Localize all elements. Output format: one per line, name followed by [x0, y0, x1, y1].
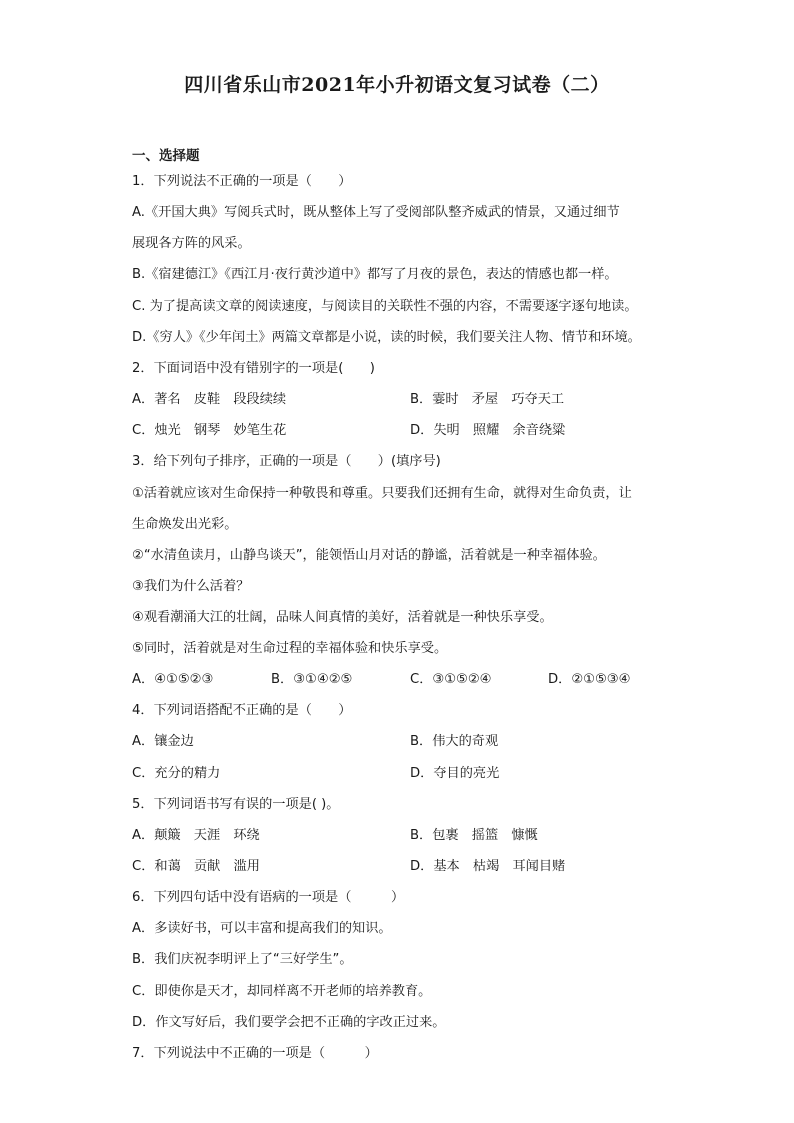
- question-3-option-c: C．③①⑤②④: [410, 672, 492, 687]
- question-3-sentence-1-cont: 生命焕发出光彩。: [132, 517, 238, 532]
- question-5-stem: 5．下列词语书写有误的一项是( )。: [132, 797, 340, 812]
- question-5-option-a: A．颠簸 天涯 环绕: [132, 828, 260, 843]
- question-3-sentence-4: ④观看潮涌大江的壮阔，品味人间真情的美好，活着就是一种快乐享受。: [132, 610, 553, 625]
- question-1-option-a-cont: 展现各方阵的风采。: [132, 236, 251, 251]
- question-4-option-b: B．伟大的奇观: [410, 734, 499, 749]
- question-6-option-b: B．我们庆祝李明评上了“三好学生”。: [132, 952, 353, 967]
- question-1-stem: 1．下列说法不正确的一项是（ ）: [132, 174, 352, 189]
- question-3-sentence-5: ⑤同时，活着就是对生命过程的幸福体验和快乐享受。: [132, 641, 448, 656]
- question-2-option-b: B．霎时 矛屋 巧夺天工: [410, 392, 565, 407]
- question-6-option-d: D．作文写好后，我们要学会把不正确的字改正过来。: [132, 1015, 446, 1030]
- question-4-stem: 4．下列词语搭配不正确的是（ ）: [132, 703, 352, 718]
- question-5-option-c: C．和蔼 贡献 滥用: [132, 859, 260, 874]
- question-6-option-c: C．即使你是天才，却同样离不开老师的培养教育。: [132, 984, 432, 999]
- question-2-option-d: D．失明 照耀 余音绕粱: [410, 423, 566, 438]
- question-5-option-b: B．包裹 摇篮 慷慨: [410, 828, 538, 843]
- question-6-stem: 6．下列四句话中没有语病的一项是（ ）: [132, 890, 405, 905]
- question-3-option-d: D．②①⑤③④: [548, 672, 631, 687]
- question-3-sentence-3: ③我们为什么活着？: [132, 579, 250, 594]
- question-1-option-a: A.《开国大典》写阅兵式时，既从整体上写了受阅部队整齐威武的情景，又通过细节: [132, 205, 620, 220]
- question-1-option-b: B.《宿建德江》《西江月·夜行黄沙道中》都写了月夜的景色，表达的情感也都一样。: [132, 267, 618, 282]
- question-7-stem: 7．下列说法中不正确的一项是（ ）: [132, 1046, 378, 1061]
- question-2-option-c: C．烛光 钢琴 妙笔生花: [132, 423, 287, 438]
- question-3-option-b: B．③①④②⑤: [271, 672, 353, 687]
- question-3-sentence-2: ②“水清鱼读月，山静鸟谈天”，能领悟山月对话的静谧，活着就是一种幸福体验。: [132, 548, 606, 563]
- question-4-option-a: A．镶金边: [132, 734, 194, 749]
- question-6-option-a: A．多读好书，可以丰富和提高我们的知识。: [132, 921, 392, 936]
- question-3-option-a: A．④①⑤②③: [132, 672, 214, 687]
- question-4-option-d: D．夺目的亮光: [410, 766, 500, 781]
- question-3-sentence-1: ①活着就应该对生命保持一种敬畏和尊重。只要我们还拥有生命，就得对生命负责，让: [132, 486, 632, 501]
- question-1-option-d: D.《穷人》《少年闰土》两篇文章都是小说，读的时候，我们要关注人物、情节和环境。: [132, 330, 641, 345]
- question-2-option-a: A．著名 皮鞋 段段续续: [132, 392, 287, 407]
- section-heading: 一、选择题: [132, 148, 200, 164]
- question-1-option-c: C. 为了提高读文章的阅读速度，与阅读目的关联性不强的内容，不需要逐字逐句地读。: [132, 299, 638, 314]
- question-3-stem: 3．给下列句子排序，正确的一项是（ ）(填序号): [132, 454, 441, 469]
- question-4-option-c: C．充分的精力: [132, 766, 221, 781]
- exam-title: 四川省乐山市2021年小升初语文复习试卷（二）: [184, 74, 610, 96]
- question-2-stem: 2．下面词语中没有错别字的一项是( ): [132, 361, 375, 376]
- question-5-option-d: D．基本 枯竭 耳闻目赌: [410, 859, 566, 874]
